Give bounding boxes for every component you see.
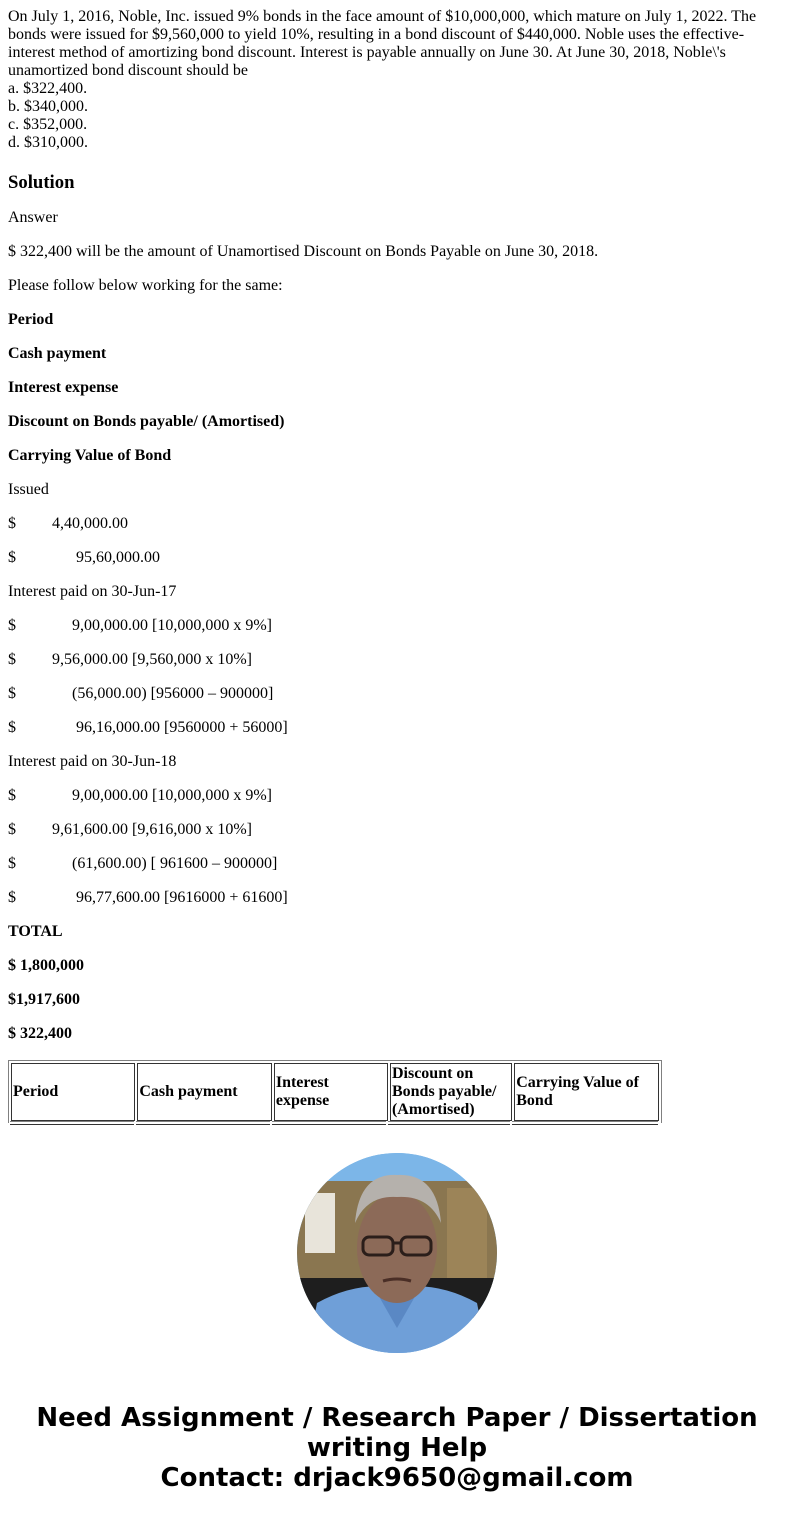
total-label: TOTAL: [8, 923, 63, 940]
row-issued-label: Issued: [8, 481, 49, 498]
promo-banner: [0, 1403, 794, 1493]
option-c: c. $352,000.: [8, 116, 88, 133]
total-cash: $ 1,800,000: [8, 957, 84, 974]
th-carrying-value: Carrying Value of Bond: [514, 1063, 659, 1121]
row-2018-amortised: $ (61,600.00) [ 961600 – 900000]: [8, 855, 278, 872]
solution-lines: [8, 209, 786, 1059]
table-next-row-edge: [8, 1121, 662, 1123]
th-cash-payment: Cash payment: [137, 1063, 272, 1121]
promo-line-1: Need Assignment / Research Paper / Dissertation: [36, 1403, 758, 1433]
heading-cash-payment: Cash payment: [8, 345, 107, 362]
amortization-table: [8, 1060, 662, 1123]
row-issued-discount: $ 4,40,000.00: [8, 515, 128, 532]
total-interest: $1,917,600: [8, 991, 80, 1008]
row-2018-cash: $ 9,00,000.00 [10,000,000 x 9%]: [8, 787, 272, 804]
row-2018-label: Interest paid on 30-Jun-18: [8, 753, 177, 770]
option-b: b. $340,000.: [8, 98, 88, 115]
row-2018-carrying: $ 96,77,600.00 [9616000 + 61600]: [8, 889, 288, 906]
row-2018-interest: $ 9,61,600.00 [9,616,000 x 10%]: [8, 821, 252, 838]
working-intro: Please follow below working for the same:: [8, 277, 283, 294]
table-header-row: [11, 1063, 659, 1121]
solution-heading: Solution: [8, 172, 75, 193]
heading-interest-expense: Interest expense: [8, 379, 119, 396]
person-photo-icon: [297, 1153, 497, 1353]
row-issued-carrying: $ 95,60,000.00: [8, 549, 160, 566]
heading-discount-amortised: Discount on Bonds payable/ (Amortised): [8, 413, 285, 430]
row-2017-amortised: $ (56,000.00) [956000 – 900000]: [8, 685, 274, 702]
option-d: d. $310,000.: [8, 134, 88, 151]
row-2017-carrying: $ 96,16,000.00 [9560000 + 56000]: [8, 719, 288, 736]
row-2017-interest: $ 9,56,000.00 [9,560,000 x 10%]: [8, 651, 252, 668]
author-avatar: [297, 1153, 497, 1353]
promo-line-2: writing Help: [306, 1433, 488, 1463]
th-period: Period: [11, 1063, 135, 1121]
question-text: On July 1, 2016, Noble, Inc. issued 9% bonds in the face amount of $10,000,000, which mature on July 1, 2022. The bonds were issued for $9,560,000 to yield 10%, resulting in a bond discount of $440,000. Noble uses the effective-interest method of amortizing bond discount. Interest is payable annually on June 30. At June 30, 2018, Noble\'s unamortized bond discount should be: [8, 8, 757, 79]
promo-contact: Contact: drjack9650@gmail.com: [160, 1463, 634, 1493]
question-block: [8, 8, 786, 152]
row-2017-cash: $ 9,00,000.00 [10,000,000 x 9%]: [8, 617, 272, 634]
total-discount: $ 322,400: [8, 1025, 72, 1042]
answer-label: Answer: [8, 209, 58, 226]
heading-period: Period: [8, 311, 54, 328]
answer-statement: $ 322,400 will be the amount of Unamortised Discount on Bonds Payable on June 30, 2018.: [8, 243, 599, 260]
th-interest-expense: Interest expense: [274, 1063, 388, 1121]
option-a: a. $322,400.: [8, 80, 88, 97]
amortization-table-grid: [8, 1060, 662, 1123]
heading-carrying-value: Carrying Value of Bond: [8, 447, 172, 464]
th-discount-amortised: Discount on Bonds payable/ (Amortised): [390, 1063, 512, 1121]
row-2017-label: Interest paid on 30-Jun-17: [8, 583, 177, 600]
